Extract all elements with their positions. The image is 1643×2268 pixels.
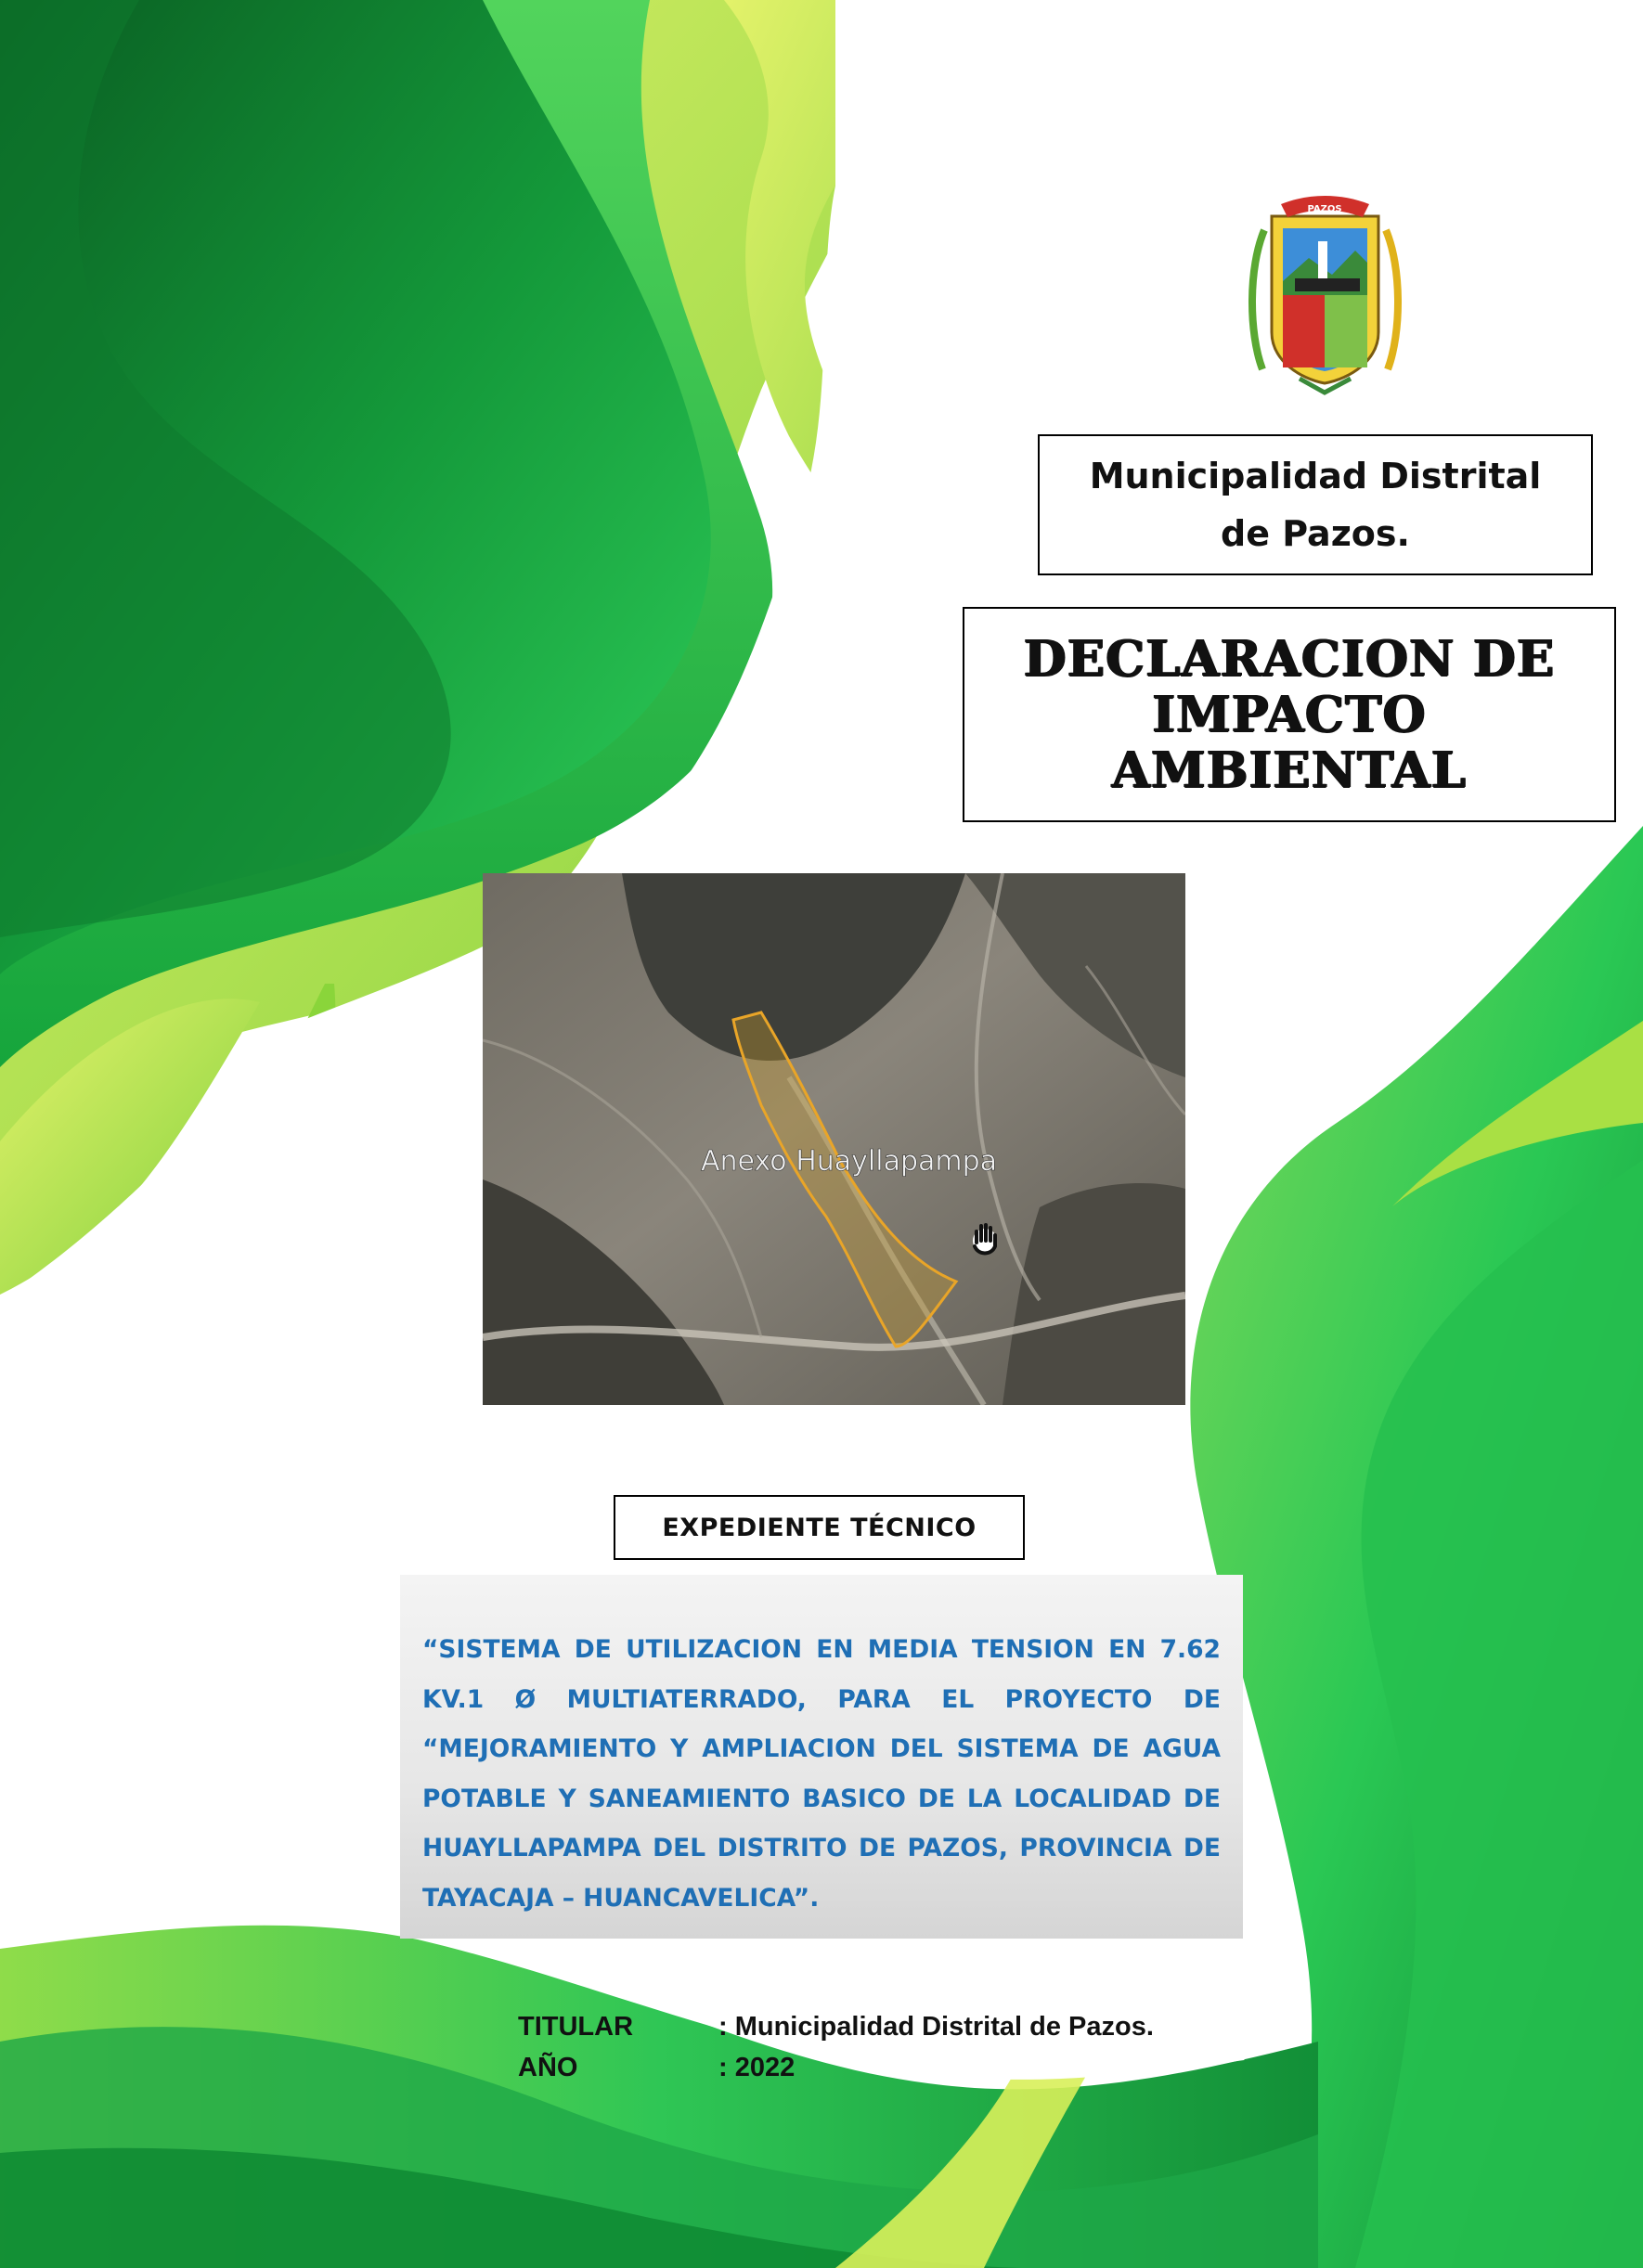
year-value: : 2022 [718, 2052, 796, 2082]
titular-label: TITULAR [518, 2011, 634, 2042]
year-label: AÑO [518, 2052, 578, 2082]
expediente-tecnico-label: EXPEDIENTE TÉCNICO [662, 1513, 977, 1542]
project-description-panel [400, 1575, 1243, 1939]
document-title-line-3: AMBIENTAL [1111, 741, 1468, 799]
municipal-crest-icon [1244, 193, 1406, 397]
satellite-map-image [483, 873, 1185, 1405]
titular-value: : Municipalidad Distrital de Pazos. [718, 2011, 1154, 2042]
document-title-box [963, 607, 1616, 822]
municipality-name-line-2: de Pazos. [1221, 513, 1410, 554]
footer-info [518, 2006, 1261, 2088]
project-description-text: “SISTEMA DE UTILIZACION EN MEDIA TENSION EN 7.62 KV.1 Ø MULTIATERRADO, PARA EL PROYECTO DE “MEJORAMIENTO Y AMPLIACION DEL SISTEMA DE AGUA POTABLE Y SANEAMIENTO BASICO DE LA LOCALIDAD DE HUAYLLAPAMPA DEL DISTRITO DE PAZOS, PROVINCIA DE TAYACAJA – HUANCAVELICA”. [422, 1635, 1221, 1913]
municipality-name-line-1: Municipalidad Distrital [1089, 456, 1542, 496]
document-title-line-1: DECLARACION DE [1023, 630, 1556, 688]
expediente-tecnico-box [614, 1495, 1025, 1560]
document-title-line-2: IMPACTO [1152, 686, 1427, 743]
titular-row [518, 2006, 1261, 2047]
year-row [518, 2047, 1261, 2088]
municipality-name-box [1038, 434, 1593, 575]
map-place-label: Anexo Huayllapampa [701, 1145, 998, 1178]
crest-banner-text: PAZOS [1307, 204, 1342, 214]
